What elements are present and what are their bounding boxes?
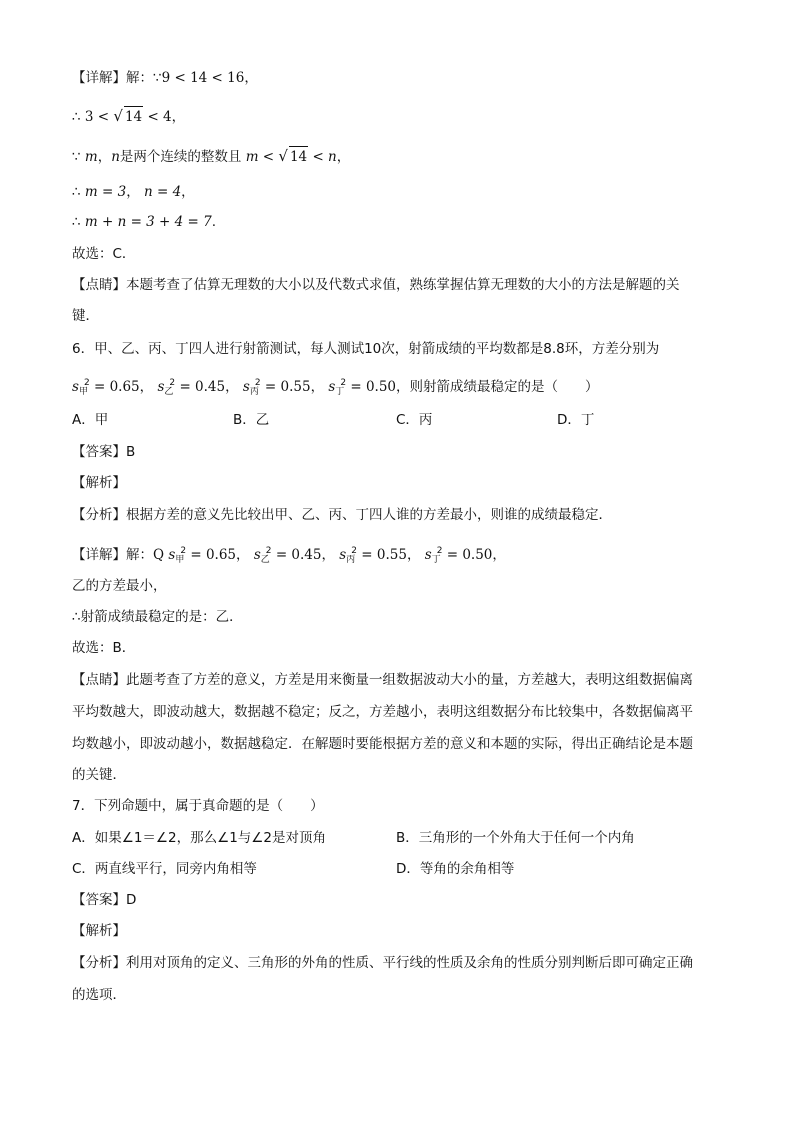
dianjing-line-2: 键． — [72, 308, 99, 324]
q6-dianjing-3: 均数越小，即波动越小，数据越稳定．在解题时要能根据方差的意义和本题的实际，得出正确结论是本题 — [72, 736, 693, 752]
s-symbol: s — [168, 547, 176, 563]
m-value: m = 3 — [84, 184, 127, 200]
variance-value: = 0.65 — [93, 379, 140, 395]
q6-option-a[interactable]: A．甲 — [72, 412, 109, 428]
q7-jiexi: 【解析】 — [72, 923, 126, 939]
variance-value: = 0.50 — [350, 379, 397, 395]
variance-3 — [243, 373, 261, 402]
q6-dianjing-4: 的关键． — [72, 767, 126, 783]
subscript: 甲 — [175, 555, 185, 565]
because-glyph: Q — [153, 547, 165, 563]
variance-2 — [157, 373, 175, 402]
solution-line-1 — [72, 68, 258, 88]
solution-line-4 — [72, 182, 195, 202]
detail-tag: 【详解】解： — [72, 547, 153, 563]
q6-min-variance: 乙的方差最小， — [72, 578, 167, 594]
s-symbol: s — [328, 379, 336, 395]
math-right: < n — [312, 149, 337, 165]
s-symbol: s — [72, 379, 79, 395]
s-symbol: s — [157, 379, 165, 395]
math-left: m < — [245, 149, 275, 165]
subscript: 乙 — [164, 387, 174, 397]
n-value: n = 4 — [143, 184, 182, 200]
variance-4 — [328, 373, 346, 402]
q6-stem-line-2 — [72, 373, 599, 402]
q6-conclusion: ∴射箭成绩最稳定的是：乙． — [72, 609, 243, 625]
punct: ， — [171, 109, 186, 125]
q6-analysis: 【分析】根据方差的意义先比较出甲、乙、丙、丁四人谁的方差最小，则谁的成绩最稳定． — [72, 507, 612, 523]
q6-detail — [72, 541, 506, 570]
detail-text: 解：∵ — [126, 70, 162, 86]
variance-value: = 0.65 — [190, 547, 237, 563]
punct: ， — [336, 149, 351, 165]
q6-dianjing-2: 平均数越大，即波动越大，数据越不稳定；反之，方差越小，表明这组数据分布比较集中，各数据偏离平 — [72, 704, 693, 720]
superscript: 2 — [169, 378, 176, 388]
sqrt-sign: √ — [278, 147, 288, 165]
punct: ， — [126, 184, 140, 200]
q6-choice: 故选：B． — [72, 640, 136, 656]
q6-jiexi: 【解析】 — [72, 475, 126, 491]
punct: ， — [492, 547, 506, 563]
q7-stem: 7．下列命题中，属于真命题的是（ ） — [72, 798, 324, 814]
variance-value: = 0.55 — [361, 547, 407, 563]
detail-tag: 【详解】 — [72, 70, 126, 86]
q6-option-c[interactable]: C．丙 — [396, 412, 433, 428]
subscript: 丁 — [335, 387, 345, 397]
solution-line-3 — [72, 146, 350, 167]
s-symbol: s — [253, 547, 261, 563]
sqrt-sign: √ — [113, 107, 123, 125]
solution-line-5 — [72, 212, 216, 232]
punct: ， — [310, 379, 325, 395]
superscript: 2 — [265, 546, 272, 556]
superscript: 2 — [83, 378, 90, 388]
radicand: 14 — [289, 146, 308, 167]
punct: ， — [244, 70, 258, 86]
q7-option-c[interactable]: C．两直线平行，同旁内角相等 — [72, 861, 257, 877]
var-m: m — [84, 149, 98, 165]
q7-analysis-2: 的选项． — [72, 987, 126, 1003]
superscript: 2 — [351, 546, 357, 556]
punct: ， — [225, 379, 239, 395]
subscript: 乙 — [260, 555, 270, 565]
q6-stem-line-1: 6．甲、乙、丙、丁四人进行射箭测试，每人测试10次，射箭成绩的平均数都是8.8环，方差分别为 — [72, 341, 660, 357]
math-left: 3 < — [84, 109, 110, 125]
punct: ， — [321, 547, 335, 563]
q7-option-b[interactable]: B．三角形的一个外角大于任何一个内角 — [396, 830, 635, 846]
q6-stem-tail: ，则射箭成绩最稳定的是（ ） — [396, 379, 599, 395]
choice-line: 故选：C． — [72, 246, 136, 262]
variance-value: = 0.45 — [275, 547, 322, 563]
punct: ， — [406, 547, 421, 563]
s-symbol: s — [424, 547, 432, 563]
radicand: 14 — [124, 106, 143, 127]
superscript: 2 — [340, 378, 347, 388]
therefore-sign: ∴ — [72, 184, 81, 200]
variance-1 — [168, 541, 186, 570]
superscript: 2 — [436, 546, 443, 556]
s-symbol: s — [339, 547, 347, 563]
variance-2 — [254, 541, 272, 570]
punct: . — [211, 214, 217, 230]
superscript: 2 — [254, 378, 261, 388]
superscript: 2 — [180, 546, 187, 556]
subscript: 丙 — [346, 555, 356, 565]
variance-1 — [72, 373, 90, 402]
punct: ， — [236, 547, 250, 563]
variance-value: = 0.55 — [264, 379, 311, 395]
punct: ， — [139, 379, 154, 395]
q7-analysis-1: 【分析】利用对顶角的定义、三角形的外角的性质、平行线的性质及余角的性质分别判断后即可确定正确 — [72, 955, 693, 971]
solution-line-2 — [72, 106, 185, 127]
punct: ， — [181, 184, 195, 200]
sum-expression: m + n = 3 + 4 = 7 — [84, 214, 212, 230]
q6-option-b[interactable]: B．乙 — [233, 412, 270, 428]
q6-answer: 【答案】B — [72, 444, 136, 460]
subscript: 丁 — [431, 555, 441, 565]
s-symbol: s — [242, 379, 250, 395]
q7-option-a[interactable]: A．如果∠1＝∠2，那么∠1与∠2是对顶角 — [72, 830, 327, 846]
q6-option-d[interactable]: D．丁 — [557, 412, 595, 428]
q6-dianjing-1: 【点睛】此题考查了方差的意义，方差是用来衡量一组数据波动大小的量，方差越大，表明这组数据偏离 — [72, 672, 693, 688]
q7-answer: 【答案】D — [72, 892, 137, 908]
variance-value: = 0.50 — [446, 547, 493, 563]
inequality: 9 < 14 < 16 — [161, 70, 245, 86]
variance-3 — [339, 541, 357, 570]
because-sign: ∵ — [72, 149, 81, 165]
therefore-sign: ∴ — [72, 214, 81, 230]
math-right: < 4 — [147, 109, 172, 125]
variance-4 — [425, 541, 443, 570]
subscript: 甲 — [78, 387, 88, 397]
var-n: n — [111, 149, 120, 165]
q7-option-d[interactable]: D．等角的余角相等 — [396, 861, 515, 877]
punct: ， — [97, 149, 112, 165]
dianjing-line-1: 【点睛】本题考查了估算无理数的大小以及代数式求值，熟练掌握估算无理数的大小的方法是解题的关 — [72, 277, 680, 293]
statement-text: 是两个连续的整数且 — [119, 149, 242, 165]
subscript: 丙 — [249, 387, 259, 397]
variance-value: = 0.45 — [179, 379, 226, 395]
therefore-sign: ∴ — [72, 109, 81, 125]
